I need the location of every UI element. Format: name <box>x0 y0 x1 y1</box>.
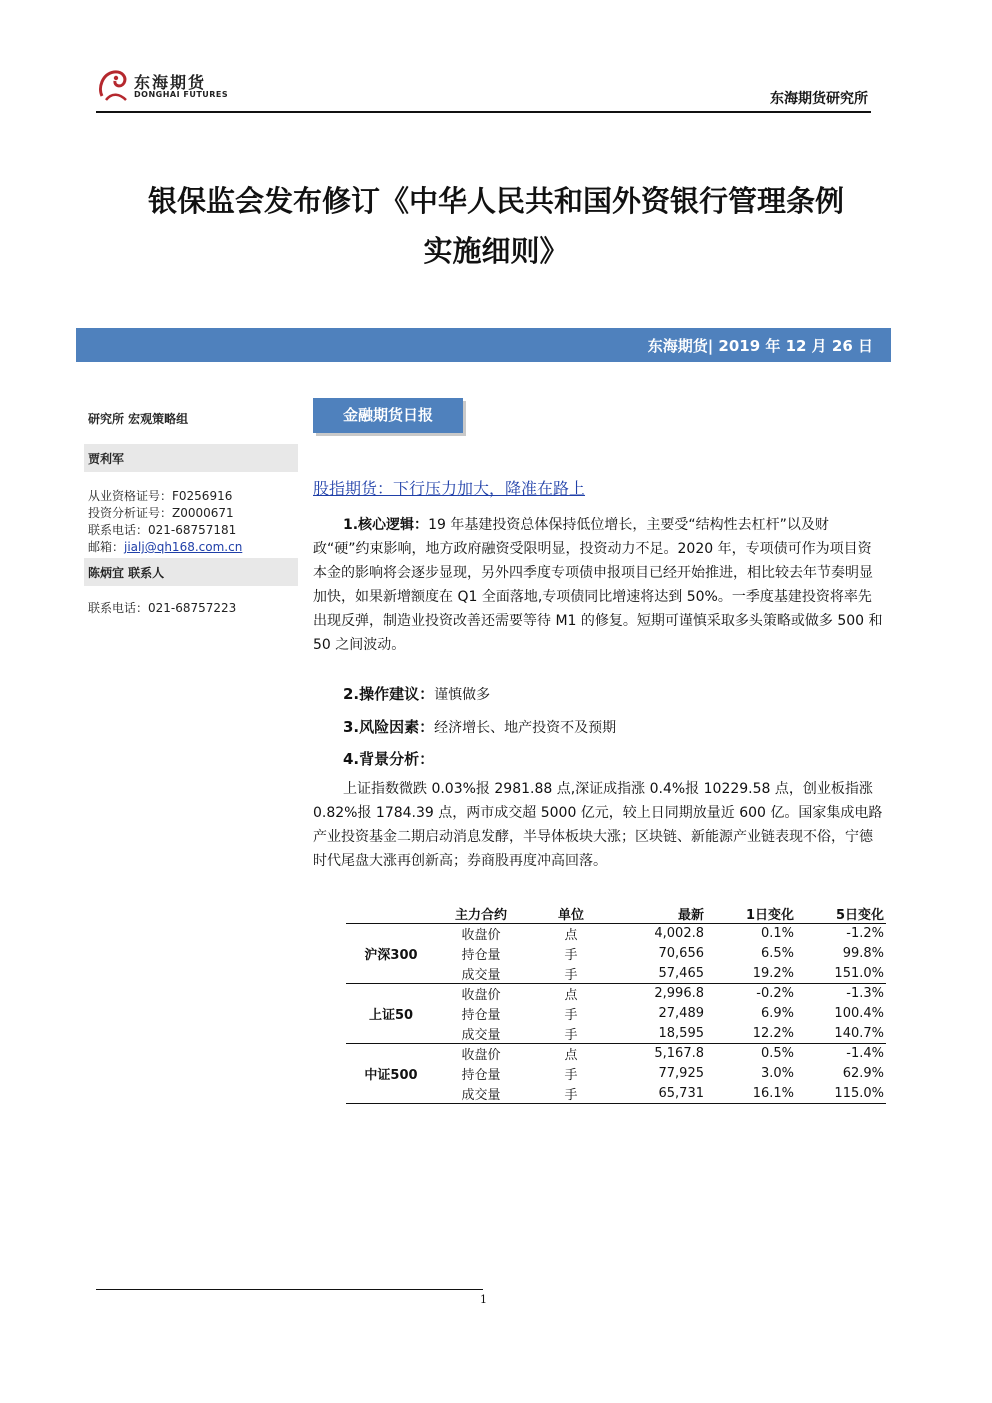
contract-name: 沪深300 <box>346 924 436 984</box>
table-cell: 收盘价 <box>461 928 501 944</box>
table-cell: -1.4% <box>846 1046 884 1062</box>
table-cell: 手 <box>526 964 616 984</box>
analyst2-phone: 联系电话：021-68757223 <box>88 601 237 615</box>
donghai-logo-icon <box>96 66 130 104</box>
table-row <box>346 1044 886 1064</box>
table-header-cell: 1日变化 <box>706 904 796 924</box>
table-cell: 手 <box>564 1008 578 1023</box>
table-header-row <box>346 904 886 924</box>
risk-label: 3.风险因素： <box>343 718 435 736</box>
table-cell: 62.9% <box>842 1066 884 1081</box>
table-cell: 12.2% <box>706 1024 796 1044</box>
table-cell: -1.3% <box>846 986 884 1002</box>
company-logo <box>96 66 236 106</box>
table-cell: 16.1% <box>706 1084 796 1104</box>
table-cell: 151.0% <box>796 964 886 984</box>
advice-label: 2.操作建议： <box>343 685 435 703</box>
table-cell: 手 <box>564 948 578 963</box>
table-cell: 持仓量 <box>461 1008 501 1023</box>
author-sidebar <box>84 394 298 617</box>
risk-text: 经济增长、地产投资不及预期 <box>434 720 617 736</box>
table-cell: -0.2% <box>756 986 794 1002</box>
table-cell: 手 <box>526 1024 616 1044</box>
logo-chinese-text: 东海期货 <box>134 73 207 92</box>
table-cell: 成交量 <box>436 964 526 984</box>
advice-text: 谨慎做多 <box>434 687 491 703</box>
table-header-cell <box>346 904 436 924</box>
analyst1-phone: 联系电话：021-68757181 <box>88 523 237 537</box>
table-header-cell: 主力合约 <box>436 904 526 924</box>
table-cell: 57,465 <box>616 964 706 984</box>
analyst1-name: 贾利军 <box>88 452 125 466</box>
core-logic-label: 1.核心逻辑： <box>343 517 429 533</box>
page-number: 1 <box>480 1293 487 1306</box>
section-title-link[interactable]: 股指期货：下行压力加大，降准在路上 <box>313 479 586 498</box>
core-logic-paragraph <box>313 513 885 657</box>
table-cell: 5,167.8 <box>654 1046 704 1062</box>
email-label: 邮箱： <box>88 540 125 554</box>
table-cell: 99.8% <box>842 946 884 961</box>
table-cell: 持仓量 <box>461 1068 501 1083</box>
table-cell: 手 <box>564 1068 578 1083</box>
analyst1-email-row <box>84 539 298 556</box>
header-divider <box>96 111 871 113</box>
header-organization: 东海期货研究所 <box>770 91 868 107</box>
logo-english-text: DONGHAI FUTURES <box>134 90 229 99</box>
title-line-2: 实施细则》 <box>423 234 569 268</box>
table-cell: 6.9% <box>760 1006 794 1021</box>
table-cell: 65,731 <box>616 1084 706 1104</box>
table-cell: 70,656 <box>658 946 704 961</box>
contract-name: 中证500 <box>346 1044 436 1104</box>
table-cell: 19.2% <box>706 964 796 984</box>
advice-item <box>343 683 490 704</box>
table-cell: 2,996.8 <box>654 986 704 1002</box>
background-label: 4.背景分析： <box>343 750 435 768</box>
table-cell: 持仓量 <box>461 948 501 963</box>
banner-text: 东海期货| 2019 年 12 月 26 日 <box>647 337 873 355</box>
table-header-cell: 单位 <box>526 904 616 924</box>
analyst1-qualification: 从业资格证号：F0256916 <box>88 489 233 503</box>
table-cell: 140.7% <box>796 1024 886 1044</box>
title-line-1: 银保监会发布修订《中华人民共和国外资银行管理条例 <box>147 184 844 218</box>
table-cell: 100.4% <box>834 1006 884 1021</box>
table-cell: 4,002.8 <box>654 926 704 942</box>
table-cell: 成交量 <box>436 1024 526 1044</box>
contract-name: 上证50 <box>346 984 436 1044</box>
futures-quote-table <box>346 904 886 1104</box>
table-cell: 点 <box>564 1048 578 1064</box>
table-cell: 点 <box>564 988 578 1004</box>
table-cell: 6.5% <box>760 946 794 961</box>
table-cell: 成交量 <box>436 1084 526 1104</box>
core-logic-text: 19 年基建投资总体保持低位增长，主要受“结构性去杠杆”以及财政“硬”约束影响，地方政府融资受限明显，投资动力不足。2020 年，专项债可作为项目资本金的影响将会逐步显现，另外四季度专项债申报项目已经开始推进，相比较去年节奏明显加快，如果新增额度在 Q1 全面落地,专项债同比增速将达到 50%。一季度基建投资将率先出现反弹，制造业投资改善还需要等待 M1 的修复。短期可谨慎采取多头策略或做多 500 和 50 之间波动。 <box>313 517 883 653</box>
background-heading <box>343 748 434 769</box>
report-type-tag: 金融期货日报 <box>313 398 463 433</box>
analyst1-analysis-cert: 投资分析证号：Z0000671 <box>88 506 234 520</box>
page-title <box>60 176 932 276</box>
analyst2-name-band <box>84 558 298 586</box>
table-cell: 0.5% <box>760 1046 794 1062</box>
table-cell: 3.0% <box>760 1066 794 1081</box>
table-cell: 77,925 <box>658 1066 704 1081</box>
date-banner <box>76 328 891 362</box>
analyst2-name: 陈炳宜 联系人 <box>88 566 165 580</box>
table-cell: 115.0% <box>796 1084 886 1104</box>
table-header-cell: 最新 <box>616 904 706 924</box>
analyst1-email-link[interactable]: jialj@qh168.com.cn <box>124 540 243 554</box>
department-label: 研究所 宏观策略组 <box>88 412 189 426</box>
table-header-cell: 5日变化 <box>796 904 886 924</box>
risk-item <box>343 716 616 737</box>
footer-divider <box>96 1289 483 1290</box>
table-cell: 收盘价 <box>461 1048 501 1064</box>
analyst1-name-band <box>84 444 298 472</box>
background-paragraph: 上证指数微跌 0.03%报 2981.88 点,深证成指涨 0.4%报 10229.58 点，创业板指涨 0.82%报 1784.39 点，两市成交超 5000 亿元，较上日同期放量近 600 亿。国家集成电路产业投资基金二期启动消息发酵，半导体板块大涨；区块链、新能源产业链表现不俗，宁德时代尾盘大涨再创新高；券商股再度冲高回落。 <box>313 781 883 869</box>
table-cell: 点 <box>564 928 578 944</box>
table-cell: 18,595 <box>616 1024 706 1044</box>
table-row <box>346 984 886 1004</box>
table-cell: 0.1% <box>760 926 794 942</box>
table-cell: 收盘价 <box>461 988 501 1004</box>
table-cell: -1.2% <box>846 926 884 942</box>
table-cell: 手 <box>526 1084 616 1104</box>
table-cell: 27,489 <box>658 1006 704 1021</box>
table-row <box>346 924 886 944</box>
